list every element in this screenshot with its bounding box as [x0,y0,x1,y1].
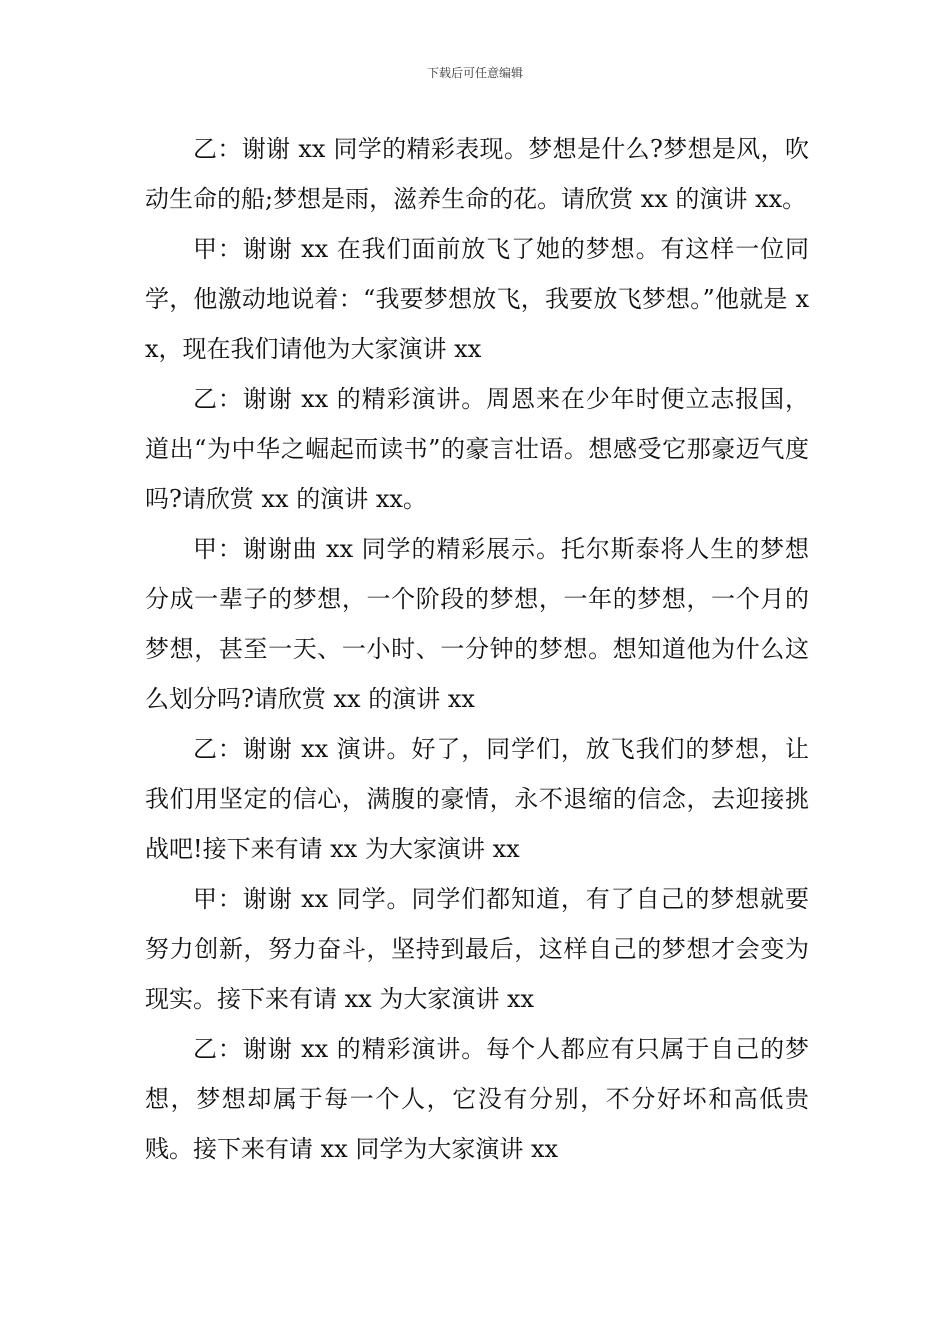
paragraph-1: 乙：谢谢 xx 同学的精彩表现。梦想是什么?梦想是风，吹动生命的船;梦想是雨，滋养生命的花。请欣赏 xx 的演讲 xx。 [145,135,809,213]
paragraph-3: 乙：谢谢 xx 的精彩演讲。周恩来在少年时便立志报国，道出“为中华之崛起而读书”的豪言壮语。想感受它那豪迈气度吗?请欣赏 xx 的演讲 xx。 [145,385,809,513]
paragraph-6: 甲：谢谢 xx 同学。同学们都知道，有了自己的梦想就要努力创新，努力奋斗，坚持到最后，这样自己的梦想才会变为现实。接下来有请 xx 为大家演讲 xx [145,885,809,1013]
document-body [145,124,809,1174]
paragraph-4: 甲：谢谢曲 xx 同学的精彩展示。托尔斯泰将人生的梦想分成一辈子的梦想，一个阶段的梦想，一年的梦想，一个月的梦想，甚至一天、一小时、一分钟的梦想。想知道他为什么这么划分吗?请欣赏 xx 的演讲 xx [145,535,809,713]
paragraph-7: 乙：谢谢 xx 的精彩演讲。每个人都应有只属于自己的梦想，梦想却属于每一个人，它没有分别，不分好坏和高低贵贱。接下来有请 xx 同学为大家演讲 xx [145,1035,809,1163]
paragraph-5: 乙：谢谢 xx 演讲。好了，同学们，放飞我们的梦想，让我们用坚定的信心，满腹的豪情，永不退缩的信念，去迎接挑战吧!接下来有请 xx 为大家演讲 xx [145,735,809,863]
paragraph-2: 甲：谢谢 xx 在我们面前放飞了她的梦想。有这样一位同学，他激动地说着：“我要梦想放飞，我要放飞梦想。”他就是 xx，现在我们请他为大家演讲 xx [145,235,809,363]
page-header: 下载后可任意编辑 [426,66,523,80]
